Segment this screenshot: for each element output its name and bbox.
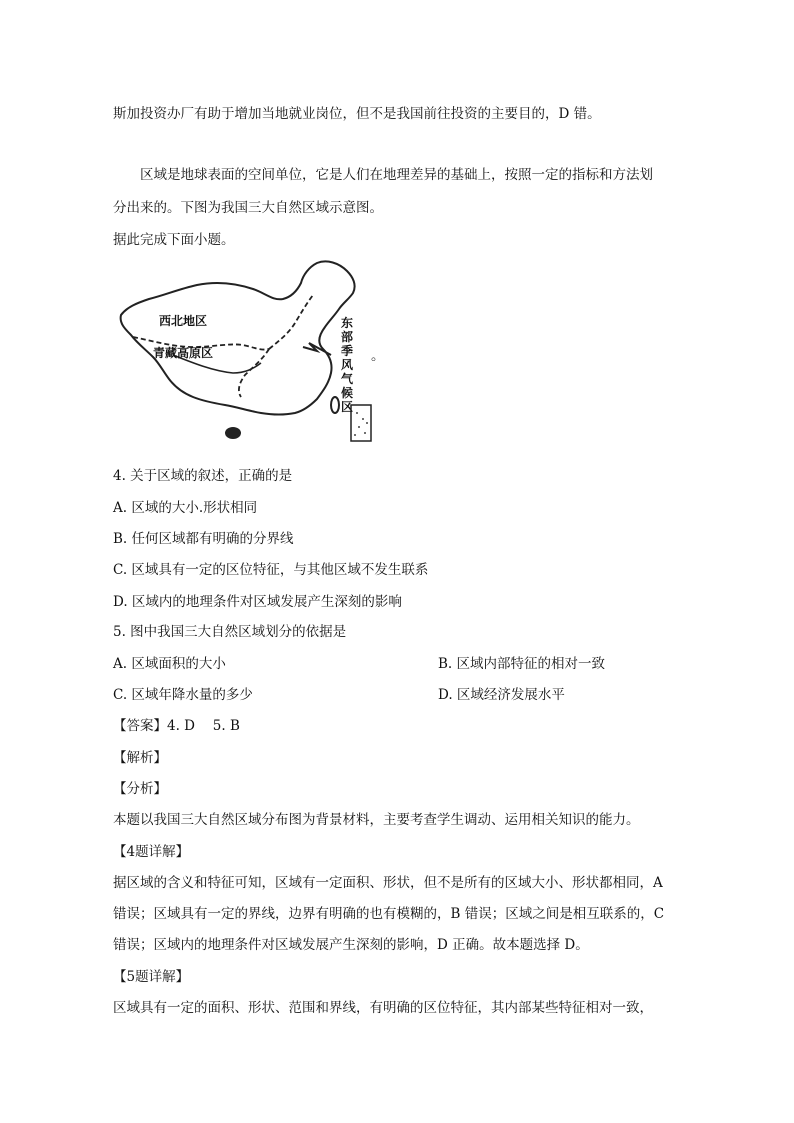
label-northwest: 西北地区 (159, 314, 208, 328)
q4-option-c: C. 区域具有一定的区位特征，与其他区域不发生联系 (113, 562, 429, 578)
q4-detail-line1: 据区域的含义和特征可知，区域有一定面积、形状，但不是所有的区域大小、形状都相同，A (113, 875, 663, 891)
svg-text:东: 东 (341, 316, 354, 330)
q5-detail-heading: 【5题详解】 (113, 969, 190, 985)
q5-detail-line1: 区域具有一定的面积、形状、范围和界线，有明确的区位特征，其内部某些特征相对一致， (113, 1000, 653, 1016)
svg-text:候: 候 (341, 386, 354, 400)
china-outline (121, 261, 355, 414)
paragraph-instruction: 据此完成下面小题。 (113, 232, 235, 248)
q5-stem: 5. 图中我国三大自然区域划分的依据是 (113, 624, 347, 640)
boundary-tibet-east (239, 349, 269, 397)
analysis-heading: 【解析】 (113, 750, 167, 766)
q5-option-c: C. 区域年降水量的多少 (113, 687, 253, 703)
hainan-island (225, 427, 241, 439)
q4-detail-line3: 错误；区域内的地理条件对区域发展产生深刻的影响，D 正确。故本题选择 D。 (113, 937, 589, 953)
q4-detail-heading: 【4题详解】 (113, 844, 190, 860)
label-tibet: 青藏高原区 (153, 346, 214, 360)
paragraph-intro-line1: 区域是地球表面的空间单位，它是人们在地理差异的基础上，按照一定的指标和方法划 (140, 167, 653, 183)
q4-option-a: A. 区域的大小.形状相同 (113, 500, 258, 516)
label-east-vertical (341, 315, 354, 414)
east-region-arrow (303, 343, 331, 355)
q5-option-a: A. 区域面积的大小 (113, 656, 226, 672)
paragraph-intro-line2: 分出来的。下图为我国三大自然区域示意图。 (113, 200, 383, 216)
q4-option-d: D. 区域内的地理条件对区域发展产生深刻的影响 (113, 594, 402, 610)
svg-text:季: 季 (341, 344, 354, 358)
q4-stem: 4. 关于区域的叙述，正确的是 (113, 468, 293, 484)
q5-option-b: B. 区域内部特征的相对一致 (438, 656, 606, 672)
svg-text:风: 风 (341, 358, 354, 372)
inset-islands (354, 412, 368, 436)
q4-detail-line2: 错误；区域具有一定的界线，边界有明确的也有模糊的，B 错误；区域之间是相互联系的，C (113, 906, 665, 922)
q4-option-b: B. 任何区域都有明确的分界线 (113, 531, 294, 547)
taiwan-island (331, 397, 339, 413)
china-regions-map (113, 255, 375, 447)
fenxi-heading: 【分析】 (113, 781, 167, 797)
fenxi-text: 本题以我国三大自然区域分布图为背景材料，主要考查学生调动、运用相关知识的能力。 (113, 812, 640, 828)
svg-text:气: 气 (341, 372, 354, 386)
svg-text:部: 部 (341, 330, 354, 344)
paragraph-prev-answer: 斯加投资办厂有助于增加当地就业岗位，但不是我国前往投资的主要目的，D 错。 (113, 106, 601, 122)
map-trailing-mark: 。 (371, 348, 385, 364)
answer-line: 【答案】4. D 5. B (113, 718, 240, 734)
q5-option-d: D. 区域经济发展水平 (438, 687, 565, 703)
svg-text:区: 区 (341, 400, 354, 414)
boundary-northwest-east (269, 295, 313, 349)
